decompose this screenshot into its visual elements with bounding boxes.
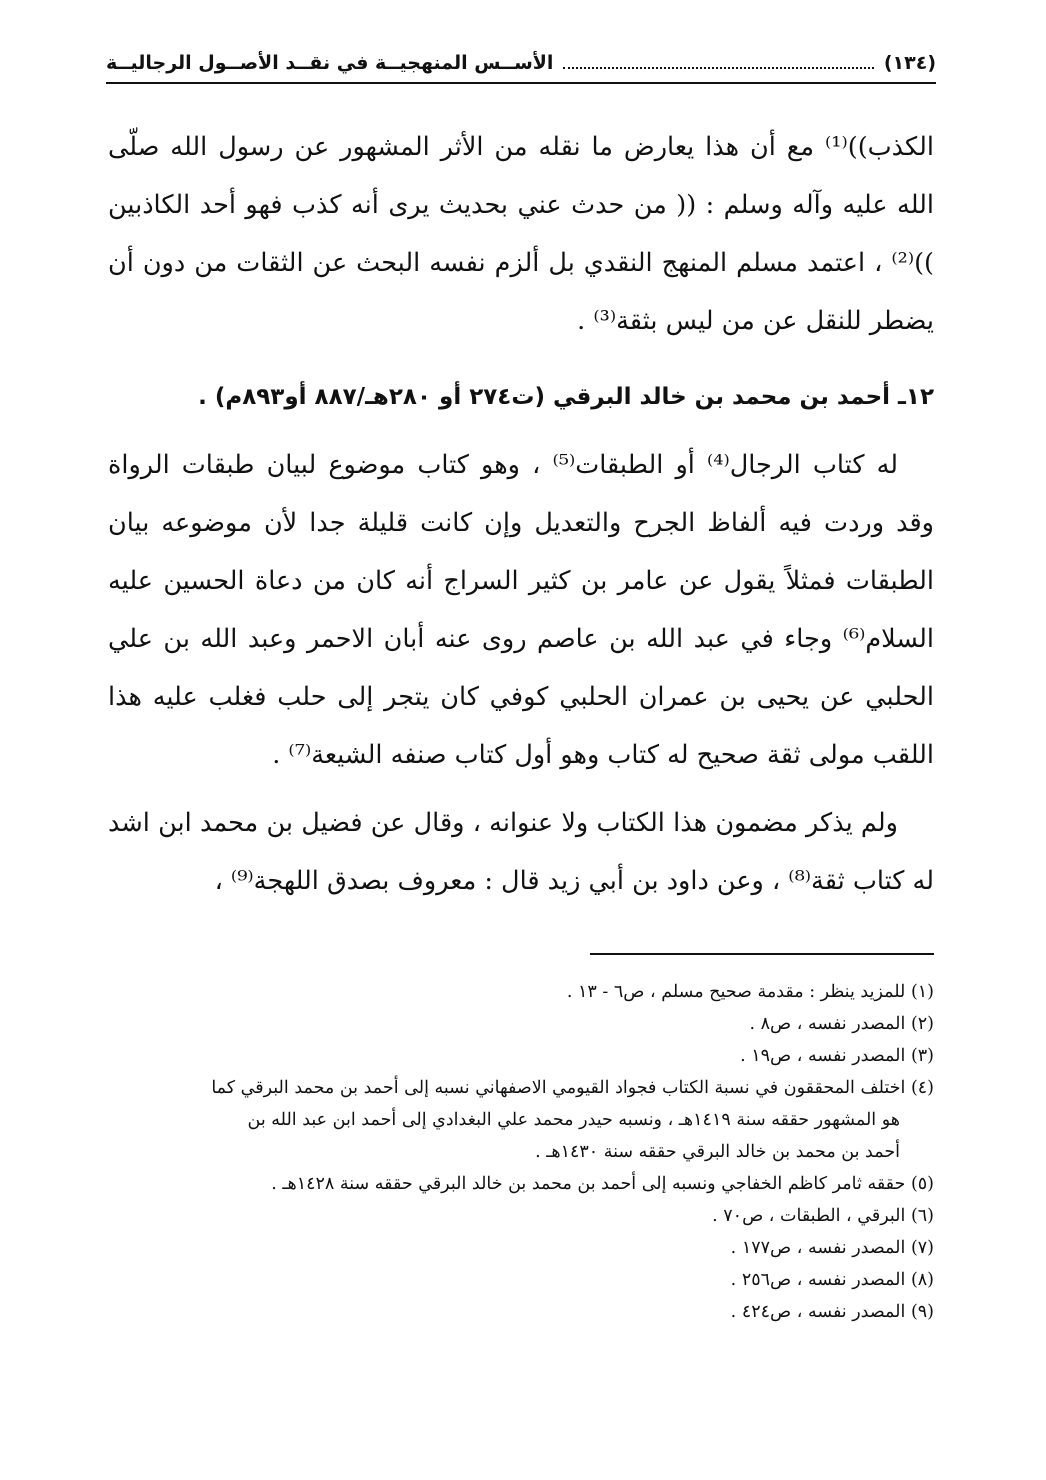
footnote-text: المصدر نفسه ، ص٤٢٤ . <box>730 1302 906 1322</box>
footnote-6 <box>108 1200 934 1232</box>
footnote-text: المصدر نفسه ، ص١٧٧ . <box>730 1238 906 1258</box>
footnote-number: (٤) <box>910 1078 934 1098</box>
footnote-text: المصدر نفسه ، ص٢٥٦ . <box>730 1270 906 1290</box>
running-header <box>106 44 936 84</box>
footnote-text: اختلف المحققون في نسبة الكتاب فجواد القيومي الاصفهاني نسبه إلى أحمد بن محمد البرقي كما <box>211 1078 906 1098</box>
body-text <box>108 118 934 910</box>
entry-heading: ١٢ـ أحمد بن محمد بن خالد البرقي (ت٢٧٤ أو ٢٨٠هـ/٨٨٧ أو٨٩٣م) . <box>198 384 934 410</box>
footnote-1 <box>108 976 934 1008</box>
footnotes <box>108 976 934 1328</box>
footnote-text: حققه ثامر كاظم الخفاجي ونسبه إلى أحمد بن محمد بن خالد البرقي حققه سنة ١٤٢٨هـ . <box>271 1174 906 1194</box>
footnote-text: للمزيد ينظر : مقدمة صحيح مسلم ، ص٦ - ١٣ . <box>566 982 906 1002</box>
footnote-text: المصدر نفسه ، ص١٩ . <box>740 1046 906 1066</box>
footnote-text-continued: هو المشهور حققه سنة ١٤١٩هـ ، ونسبه حيدر محمد علي البغدادي إلى أحمد ابن عبد الله بن <box>247 1110 900 1130</box>
footnote-number: (٥) <box>910 1174 934 1194</box>
footnote-number: (٩) <box>910 1302 934 1322</box>
footnote-3 <box>108 1040 934 1072</box>
footnote-number: (٨) <box>910 1270 934 1290</box>
footnote-2 <box>108 1008 934 1040</box>
footnote-text: المصدر نفسه ، ص٨ . <box>749 1014 906 1034</box>
book-title: الأســس المنهجيــة في نقــد الأصــول الرجاليــة <box>106 52 554 74</box>
footnote-5 <box>108 1168 934 1200</box>
paragraph-1: الكذب))⁽¹⁾ مع أن هذا يعارض ما نقله من الأثر المشهور عن رسول الله صلّى الله عليه وآله وسلم : (( من حدث عني بحديث يرى أنه كذب فهو أحد الكاذبين ))⁽²⁾ ، اعتمد مسلم المنهج النقدي بل ألزم نفسه البحث عن الثقات من دون أن يضطر للنقل عن من ليس بثقة⁽³⁾ . <box>108 132 934 336</box>
footnote-text-continued: أحمد بن محمد بن خالد البرقي حققه سنة ١٤٣٠هـ . <box>535 1142 900 1162</box>
footnote-number: (٣) <box>910 1046 934 1066</box>
paragraph-3: ولم يذكر مضمون هذا الكتاب ولا عنوانه ، وقال عن فضيل بن محمد ابن اشد له كتاب ثقة⁽⁸⁾ ، وعن داود بن أبي زيد قال : معروف بصدق اللهجة⁽⁹⁾ ، <box>108 808 934 896</box>
footnote-number: (٦) <box>910 1206 934 1226</box>
footnote-number: (٧) <box>910 1238 934 1258</box>
footnote-8 <box>108 1264 934 1296</box>
header-dot-leader <box>563 57 873 69</box>
paragraph-2: له كتاب الرجال⁽⁴⁾ أو الطبقات⁽⁵⁾ ، وهو كتاب موضوع لبيان طبقات الرواة وقد وردت فيه ألفاظ الجرح والتعديل وإن كانت قليلة جدا لأن موضوعه بيان الطبقات فمثلاً يقول عن عامر بن كثير السراج أنه كان من دعاة الحسين عليه السلام⁽⁶⁾ وجاء في عبد الله بن عاصم روى عنه أبان الاحمر وعبد الله بن علي الحلبي عن يحيى بن عمران الحلبي كوفي كان يتجر إلى حلب فغلب عليه هذا اللقب مولى ثقة صحيح له كتاب وهو أول كتاب صنفه الشيعة⁽⁷⁾ . <box>108 450 934 770</box>
footnote-text: البرقي ، الطبقات ، ص٧٠ . <box>712 1206 906 1226</box>
footnote-7 <box>108 1232 934 1264</box>
footnote-4 <box>108 1072 934 1168</box>
footnote-number: (١) <box>910 982 934 1002</box>
page-number: (١٣٤) <box>883 52 936 74</box>
footnote-number: (٢) <box>910 1014 934 1034</box>
footnote-9 <box>108 1296 934 1328</box>
footnote-separator <box>590 953 934 955</box>
